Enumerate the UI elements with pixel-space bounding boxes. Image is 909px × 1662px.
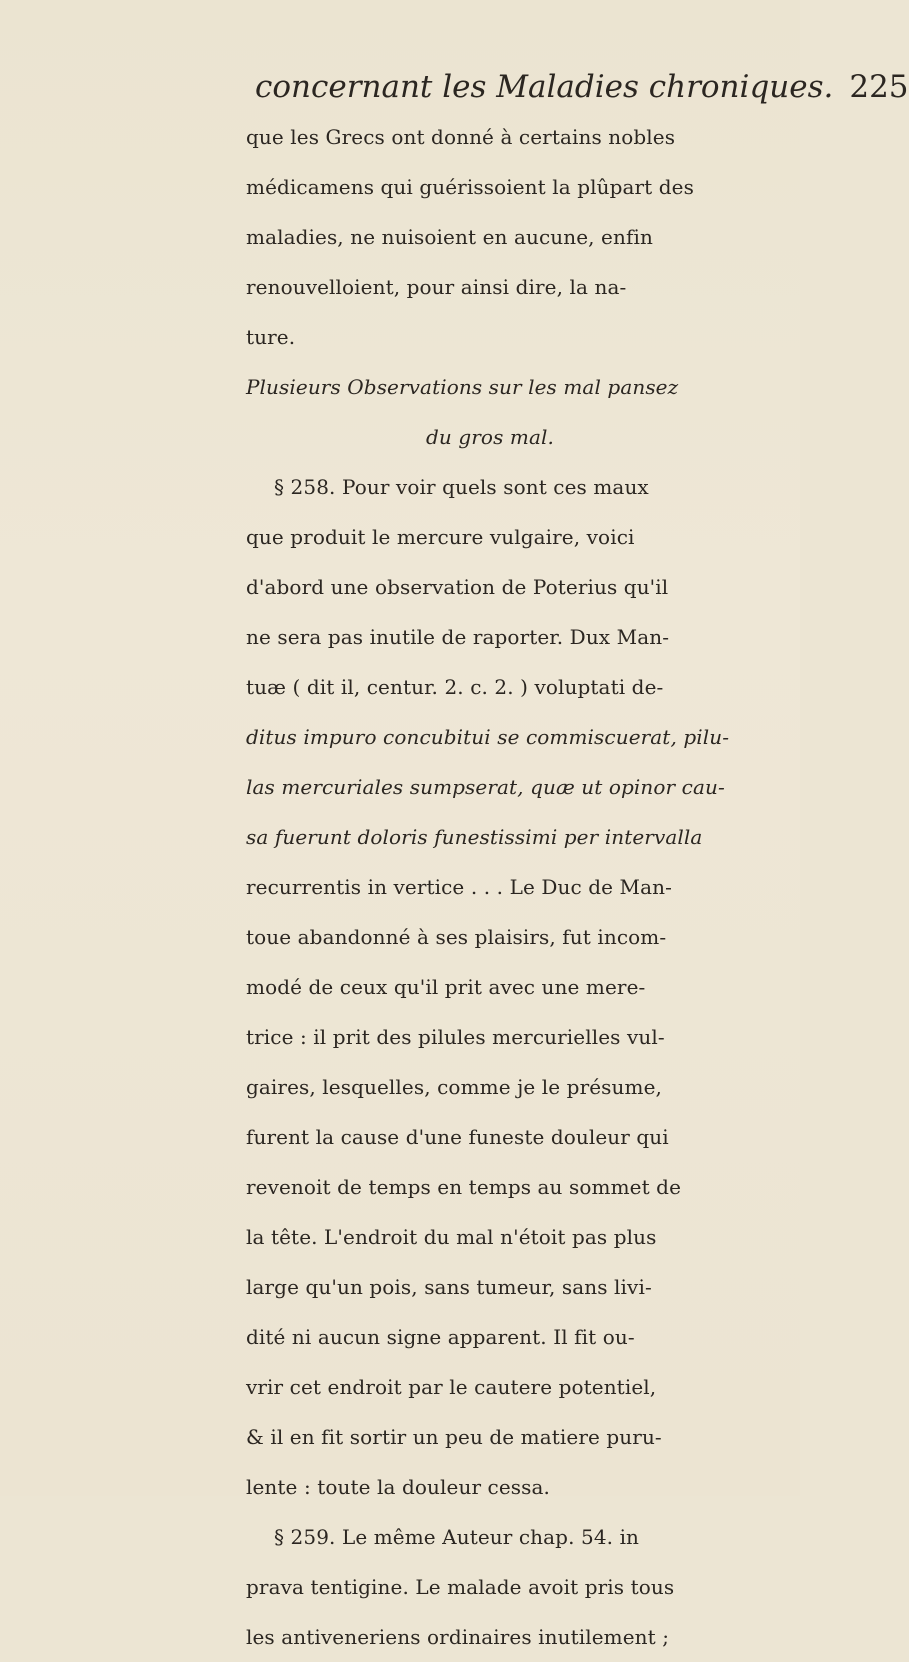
text-line: Plusieurs Observations sur les mal pansez — [246, 375, 679, 399]
text-line: du gros mal. — [426, 425, 554, 449]
text-line: que les Grecs ont donné à certains nobles — [246, 125, 676, 149]
page-number: 225 — [849, 69, 909, 105]
text-line: la tête. L'endroit du mal n'étoit pas plus — [246, 1225, 657, 1249]
running-head-title: concernant les Maladies chroniques. — [255, 69, 834, 105]
text-line: revenoit de temps en temps au sommet de — [246, 1175, 682, 1199]
text-line: les antiveneriens ordinaires inutilement ; — [246, 1625, 670, 1649]
text-line: sa fuerunt doloris funestissimi per intervalla — [246, 825, 703, 849]
text-line: ditus impuro concubitui se commiscuerat, pilu- — [246, 725, 730, 749]
text-line: las mercuriales sumpserat, quæ ut opinor cau- — [246, 775, 725, 799]
text-line: large qu'un pois, sans tumeur, sans livi- — [246, 1275, 652, 1299]
text-line: § 259. Le même Auteur chap. 54. in — [274, 1525, 640, 1549]
text-line: d'abord une observation de Poterius qu'il — [246, 575, 669, 599]
text-line: prava tentigine. Le malade avoit pris tous — [246, 1575, 675, 1599]
running-head — [255, 62, 909, 112]
text-line: vrir cet endroit par le cautere potentiel, — [246, 1375, 657, 1399]
text-line: furent la cause d'une funeste douleur qui — [246, 1125, 669, 1149]
text-line: ne sera pas inutile de raporter. Dux Man- — [246, 625, 670, 649]
text-line: médicamens qui guérissoient la plûpart des — [246, 175, 694, 199]
text-line: renouvelloient, pour ainsi dire, la na- — [246, 275, 627, 299]
text-line: recurrentis in vertice . . . Le Duc de Man- — [246, 875, 672, 899]
body-text — [246, 112, 794, 1662]
text-line: tuæ ( dit il, centur. 2. c. 2. ) voluptati de- — [246, 675, 664, 699]
text-line: toue abandonné à ses plaisirs, fut incom- — [246, 925, 667, 949]
text-line: gaires, lesquelles, comme je le présume, — [246, 1075, 662, 1099]
text-line: trice : il prit des pilules mercurielles vul- — [246, 1025, 665, 1049]
text-line: modé de ceux qu'il prit avec une mere- — [246, 975, 646, 999]
text-line: lente : toute la douleur cessa. — [246, 1475, 551, 1499]
text-line: ture. — [246, 325, 296, 349]
text-line: que produit le mercure vulgaire, voici — [246, 525, 635, 549]
text-line: maladies, ne nuisoient en aucune, enfin — [246, 225, 653, 249]
text-line: & il en fit sortir un peu de matiere puru- — [246, 1425, 662, 1449]
text-line: dité ni aucun signe apparent. Il fit ou- — [246, 1325, 635, 1349]
text-line: § 258. Pour voir quels sont ces maux — [274, 475, 649, 499]
